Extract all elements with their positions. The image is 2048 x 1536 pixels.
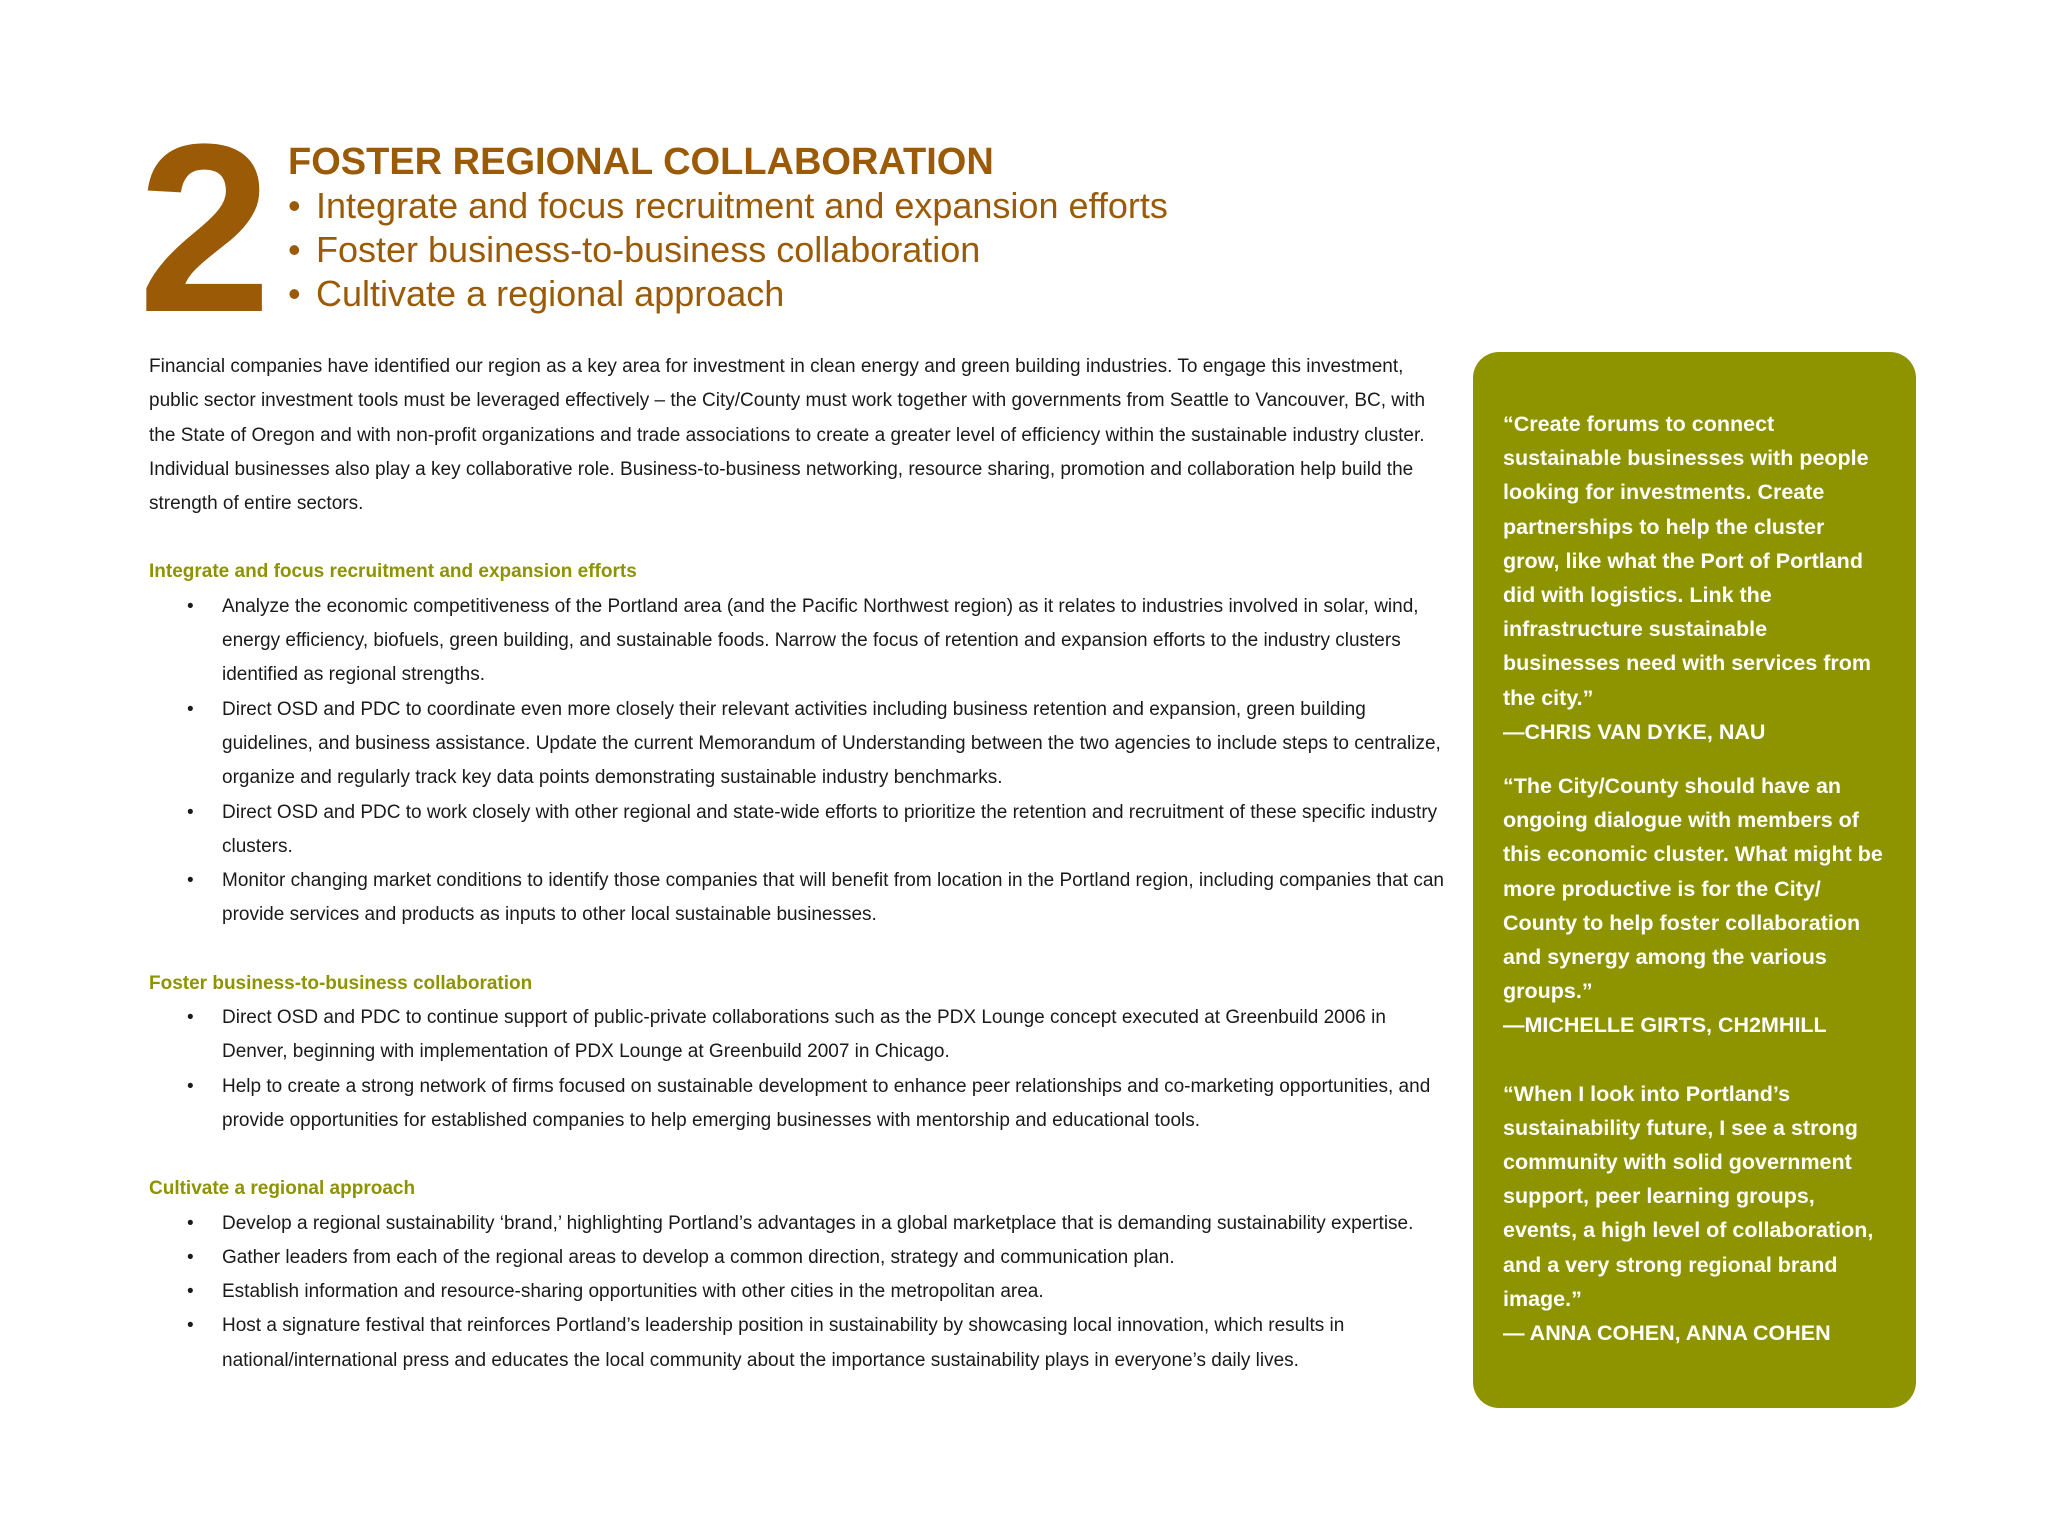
quote [1503,769,1886,1043]
bullet-list [149,1207,1449,1378]
section-integrate [149,555,1449,932]
bullet-list [149,1001,1449,1138]
quote-text: “When I look into Portland’s sustainability future, I see a strong community with solid government support, peer learning groups, events, a high level of collaboration, and a very strong regional brand image.” [1503,1081,1874,1311]
bullet-glyph: • [187,595,194,617]
heading-bullet-text: Cultivate a regional approach [316,273,785,314]
bullet-glyph: • [187,801,194,823]
bullet-glyph: • [187,698,194,720]
heading-bullet [288,228,1168,272]
bullet-glyph: • [288,229,301,270]
list-item [149,590,1449,693]
quote-attribution: — ANNA COHEN, ANNA COHEN [1503,1321,1831,1346]
section-title: FOSTER REGIONAL COLLABORATION [288,141,994,183]
bullet-glyph: • [288,185,301,226]
list-item [149,1070,1449,1139]
bullet-glyph: • [288,273,301,314]
section-cultivate [149,1172,1449,1378]
heading-bullet [288,184,1168,228]
list-item-text: Develop a regional sustainability ‘brand,’ highlighting Portland’s advantages in a global marketplace that is demanding sustainability expertise. [222,1212,1414,1234]
quote [1503,407,1886,749]
list-item-text: Direct OSD and PDC to work closely with other regional and state-wide efforts to prioritize the retention and recruitment of these specific industry clusters. [222,801,1438,857]
section-number: 2 [138,94,264,362]
list-item-text: Monitor changing market conditions to identify those companies that will benefit from location in the Portland region, including companies that can provide services and products as inputs to other local sustainable businesses. [222,870,1444,926]
section-subtitle: Integrate and focus recruitment and expansion efforts [149,561,637,583]
list-item [149,1275,1449,1309]
quote-attribution: —MICHELLE GIRTS, CH2MHILL [1503,1013,1827,1038]
list-item [149,796,1449,865]
main-content [149,350,1449,1412]
quote-text: “The City/County should have an ongoing dialogue with members of this economic cluster. What might be more productive is for the City/ County to help foster collaboration and synergy among the various groups.” [1503,774,1883,1004]
heading-bullet-list [288,184,1168,316]
list-item [149,864,1449,933]
section-subtitle: Foster business-to-business collaboration [149,972,533,994]
list-item-text: Analyze the economic competitiveness of the Portland area (and the Pacific Northwest region) as it relates to industries involved in solar, wind, energy efficiency, biofuels, green building, and sustainable foods. Narrow the focus of retention and expansion efforts to the industry clusters identified as regional strengths. [222,595,1419,686]
quote [1503,1077,1886,1351]
bullet-glyph: • [187,1075,194,1097]
bullet-glyph: • [187,1281,194,1303]
list-item-text: Establish information and resource-sharing opportunities with other cities in the metropolitan area. [222,1281,1044,1303]
list-item-text: Gather leaders from each of the regional areas to develop a common direction, strategy and communication plan. [222,1246,1175,1268]
section-foster [149,967,1449,1138]
quote-text: “Create forums to connect sustainable businesses with people looking for investments. Create partnerships to help the cluster grow, like what the Port of Portland did with logistics. Link the infrastructure sustainable businesses need with services from the city.” [1503,412,1872,710]
list-item-text: Help to create a strong network of firms focused on sustainable development to enhance peer relationships and co-marketing opportunities, and provide opportunities for established companies to help emerging businesses with mentorship and educational tools. [222,1075,1431,1131]
list-item [149,1001,1449,1070]
list-item [149,693,1449,796]
bullet-glyph: • [187,870,194,892]
bullet-glyph: • [187,1007,194,1029]
list-item [149,1309,1449,1378]
heading-bullet-text: Foster business-to-business collaboration [316,229,981,270]
bullet-glyph: • [187,1212,194,1234]
quote-sidebar [1473,352,1916,1408]
section-subtitle: Cultivate a regional approach [149,1178,416,1200]
list-item-text: Direct OSD and PDC to coordinate even more closely their relevant activities including business retention and expansion, green building guidelines, and business assistance. Update the current Memorandum of Understanding between the two agencies to include steps to centralize, organize and regularly track key data points demonstrating sustainable industry benchmarks. [222,698,1441,789]
list-item-text: Direct OSD and PDC to continue support of public-private collaborations such as the PDX Lounge concept executed at Greenbuild 2006 in Denver, beginning with implementation of PDX Lounge at Greenbuild 2007 in Chicago. [222,1007,1386,1063]
bullet-glyph: • [187,1246,194,1268]
list-item-text: Host a signature festival that reinforces Portland’s leadership position in sustainability by showcasing local innovation, which results in national/international press and educates the local community about the importance sustainability plays in everyone’s daily lives. [222,1315,1345,1371]
list-item [149,1207,1449,1241]
heading-bullet [288,272,1168,316]
bullet-glyph: • [187,1315,194,1337]
section-heading [288,140,1168,316]
bullet-list [149,590,1449,933]
quote-attribution: —CHRIS VAN DYKE, NAU [1503,719,1766,744]
intro-paragraph: Financial companies have identified our region as a key area for investment in clean energy and green building industries. To engage this investment, public sector investment tools must be leveraged effectively – the City/County must work together with governments from Seattle to Vancouver, BC, with the State of Oregon and with non-profit organizations and trade associations to create a greater level of efficiency within the sustainable industry cluster. Individual businesses also play a key collaborative role. Business-to-business networking, resource sharing, promotion and collaboration help build the strength of entire sectors. [149,356,1426,515]
heading-bullet-text: Integrate and focus recruitment and expansion efforts [316,185,1168,226]
list-item [149,1241,1449,1275]
